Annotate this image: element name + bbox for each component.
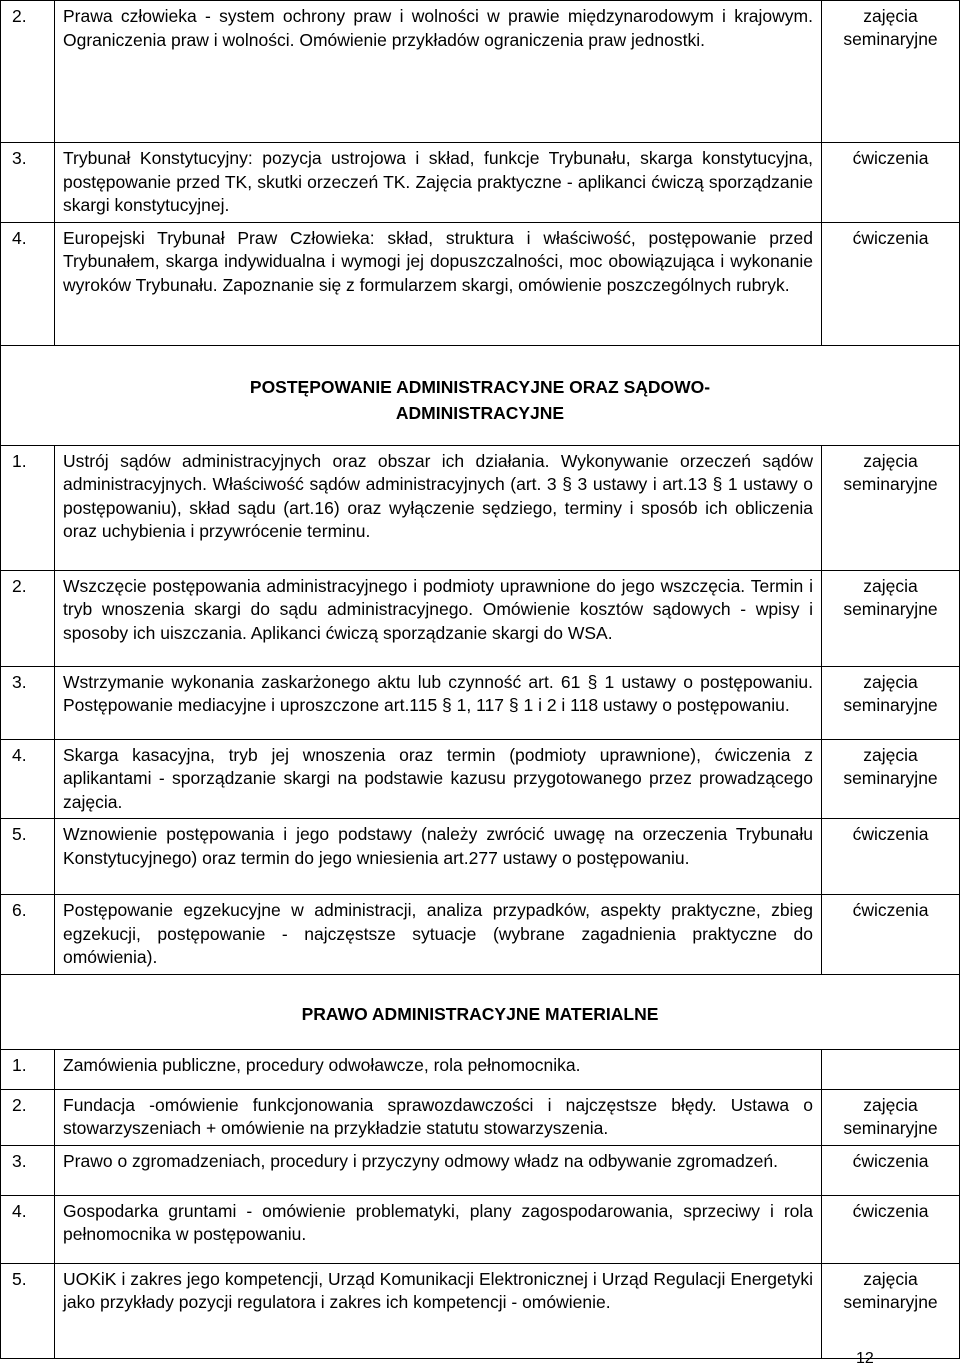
row-topic: Zamówienia publiczne, procedury odwoławcze, rola pełnomocnika.	[55, 1049, 822, 1089]
row-number: 4.	[1, 222, 55, 345]
class-type-line: zajęcia	[863, 6, 918, 26]
row-class-type	[822, 1195, 960, 1263]
row-topic: Skarga kasacyjna, tryb jej wnoszenia oraz termin (podmioty uprawnione), ćwiczenia z aplikantami - sporządzanie skargi na podstawie kazusu przygotowanego przez prowadzącego zajęcia.	[55, 739, 822, 819]
class-type-line: ćwiczenia	[852, 824, 929, 844]
row-class-type	[822, 895, 960, 975]
row-topic: Fundacja -omówienie funkcjonowania sprawozdawczości i najczęstsze błędy. Ustawa o stowarzyszeniach + omówienie na przykładzie statutu stowarzyszenia.	[55, 1089, 822, 1145]
row-class-type	[822, 1145, 960, 1195]
table-row	[1, 1195, 960, 1263]
section-title	[1, 345, 960, 445]
row-number: 4.	[1, 739, 55, 819]
row-number: 3.	[1, 666, 55, 739]
row-class-type	[822, 222, 960, 345]
row-number: 1.	[1, 1049, 55, 1089]
table-row	[1, 1049, 960, 1089]
table-row	[1, 819, 960, 895]
class-type-line: zajęcia	[863, 1094, 918, 1115]
row-class-type	[822, 739, 960, 819]
row-class-type	[822, 819, 960, 895]
row-class-type	[822, 1, 960, 143]
row-topic: Wszczęcie postępowania administracyjnego i podmioty uprawnione do jego wszczęcia. Termin i tryb wnoszenia skargi do sądu administracyjnego. Omówienie kosztów sądowych - wpisy i sposoby ich uiszczania. Aplikanci ćwiczą sporządzanie skargi do WSA.	[55, 570, 822, 666]
row-number: 1.	[1, 445, 55, 570]
class-type-line: seminaryjne	[843, 767, 938, 788]
class-type-line: zajęcia	[863, 671, 918, 692]
section-title	[1, 974, 960, 1049]
row-topic: Europejski Trybunał Praw Człowieka: skład, struktura i właściwość, postępowanie przed Trybunałem, skarga indywidualna i wymogi jej dopuszczalności, moc obowiązująca i wykonanie wyroków Trybunału. Zapoznanie się z formularzem skargi, omówienie poszczególnych rubryk.	[55, 222, 822, 345]
table-row	[1, 1089, 960, 1145]
row-number: 3.	[1, 1145, 55, 1195]
class-type-line: zajęcia	[863, 744, 918, 765]
row-class-type	[822, 1049, 960, 1089]
row-class-type	[822, 445, 960, 570]
row-class-type	[822, 570, 960, 666]
class-type-line: seminaryjne	[843, 598, 938, 619]
class-type-line: seminaryjne	[843, 473, 938, 494]
class-type-line: seminaryjne	[843, 694, 938, 715]
class-type-line: ćwiczenia	[852, 900, 929, 920]
class-type-line: seminaryjne	[843, 1291, 938, 1312]
class-type-line: ćwiczenia	[852, 1200, 929, 1221]
table-row	[1, 1, 960, 143]
row-number: 2.	[1, 1, 55, 143]
section-title-line: POSTĘPOWANIE ADMINISTRACYJNE ORAZ SĄDOWO-	[249, 376, 711, 397]
class-type-line: seminaryjne	[843, 29, 938, 49]
row-class-type	[822, 1263, 960, 1358]
table-row	[1, 445, 960, 570]
row-topic: Gospodarka gruntami - omówienie problematyki, plany zagospodarowania, sprzeciwy i rola pełnomocnika w postępowaniu.	[55, 1195, 822, 1263]
row-number: 2.	[1, 570, 55, 666]
class-type-line: seminaryjne	[843, 1117, 938, 1138]
row-topic: Wstrzymanie wykonania zaskarżonego aktu lub czynność art. 61 § 1 ustawy o postępowaniu. Postępowanie mediacyjne i uproszczone art.115 § 1, 117 § 1 i 2 i 118 ustawy o postępowaniu.	[55, 666, 822, 739]
class-type-line: zajęcia	[863, 575, 918, 596]
row-number: 6.	[1, 895, 55, 975]
row-class-type	[822, 1089, 960, 1145]
row-topic: Wznowienie postępowania i jego podstawy (należy zwrócić uwagę na orzeczenia Trybunału Konstytucyjnego) oraz termin do jego wniesienia art.277 ustawy o postępowaniu.	[55, 819, 822, 895]
row-class-type	[822, 666, 960, 739]
table-row	[1, 666, 960, 739]
table-row	[1, 143, 960, 223]
row-topic: Prawa człowieka - system ochrony praw i wolności w prawie międzynarodowym i krajowym. Ograniczenia praw i wolności. Omówienie przykładów ograniczenia praw jednostki.	[55, 1, 822, 143]
row-number: 5.	[1, 1263, 55, 1358]
class-type-line: zajęcia	[863, 1268, 918, 1289]
row-number: 5.	[1, 819, 55, 895]
row-number: 2.	[1, 1089, 55, 1145]
table-row	[1, 222, 960, 345]
class-type-line: zajęcia	[863, 450, 918, 471]
table-row	[1, 1263, 960, 1358]
row-topic: UOKiK i zakres jego kompetencji, Urząd Komunikacji Elektronicznej i Urząd Regulacji Energetyki jako przykłady pozycji regulatora i zakres ich kompetencji - omówienie.	[55, 1263, 822, 1358]
row-topic: Prawo o zgromadzeniach, procedury i przyczyny odmowy władz na odbywanie zgromadzeń.	[55, 1145, 822, 1195]
section-header-row	[1, 345, 960, 445]
section-title-line: ADMINISTRACYJNE	[395, 402, 565, 423]
row-class-type	[822, 143, 960, 223]
class-type-line: ćwiczenia	[852, 148, 929, 168]
row-topic: Postępowanie egzekucyjne w administracji, analiza przypadków, aspekty praktyczne, zbieg egzekucji, postępowanie - najczęstsze sytuacje (wybrane zagadnienia praktyczne do omówienia).	[55, 895, 822, 975]
table-row	[1, 895, 960, 975]
row-number: 4.	[1, 1195, 55, 1263]
table-row	[1, 570, 960, 666]
table-row	[1, 1145, 960, 1195]
class-type-line: ćwiczenia	[852, 227, 929, 248]
section-title-line: PRAWO ADMINISTRACYJNE MATERIALNE	[301, 1003, 659, 1024]
class-type-line: ćwiczenia	[852, 1150, 929, 1171]
row-number: 3.	[1, 143, 55, 223]
row-topic: Ustrój sądów administracyjnych oraz obszar ich działania. Wykonywanie orzeczeń sądów administracyjnych. Właściwość sądów administracyjnych (art. 3 § 3 ustawy i art.13 § 1 ustawy o postępowaniu), skład sądu (art.16) oraz wyłączenie sędziego, terminy i sposób ich obliczenia oraz uchybienia i przywrócenie terminu.	[55, 445, 822, 570]
table-row	[1, 739, 960, 819]
section-header-row	[1, 974, 960, 1049]
page-number: 12	[856, 1350, 874, 1367]
row-topic: Trybunał Konstytucyjny: pozycja ustrojowa i skład, funkcje Trybunału, skarga konstytucyjna, postępowanie przed TK, skutki orzeczeń TK. Zajęcia praktyczne - aplikanci ćwiczą sporządzanie skargi konstytucyjnej.	[55, 143, 822, 223]
